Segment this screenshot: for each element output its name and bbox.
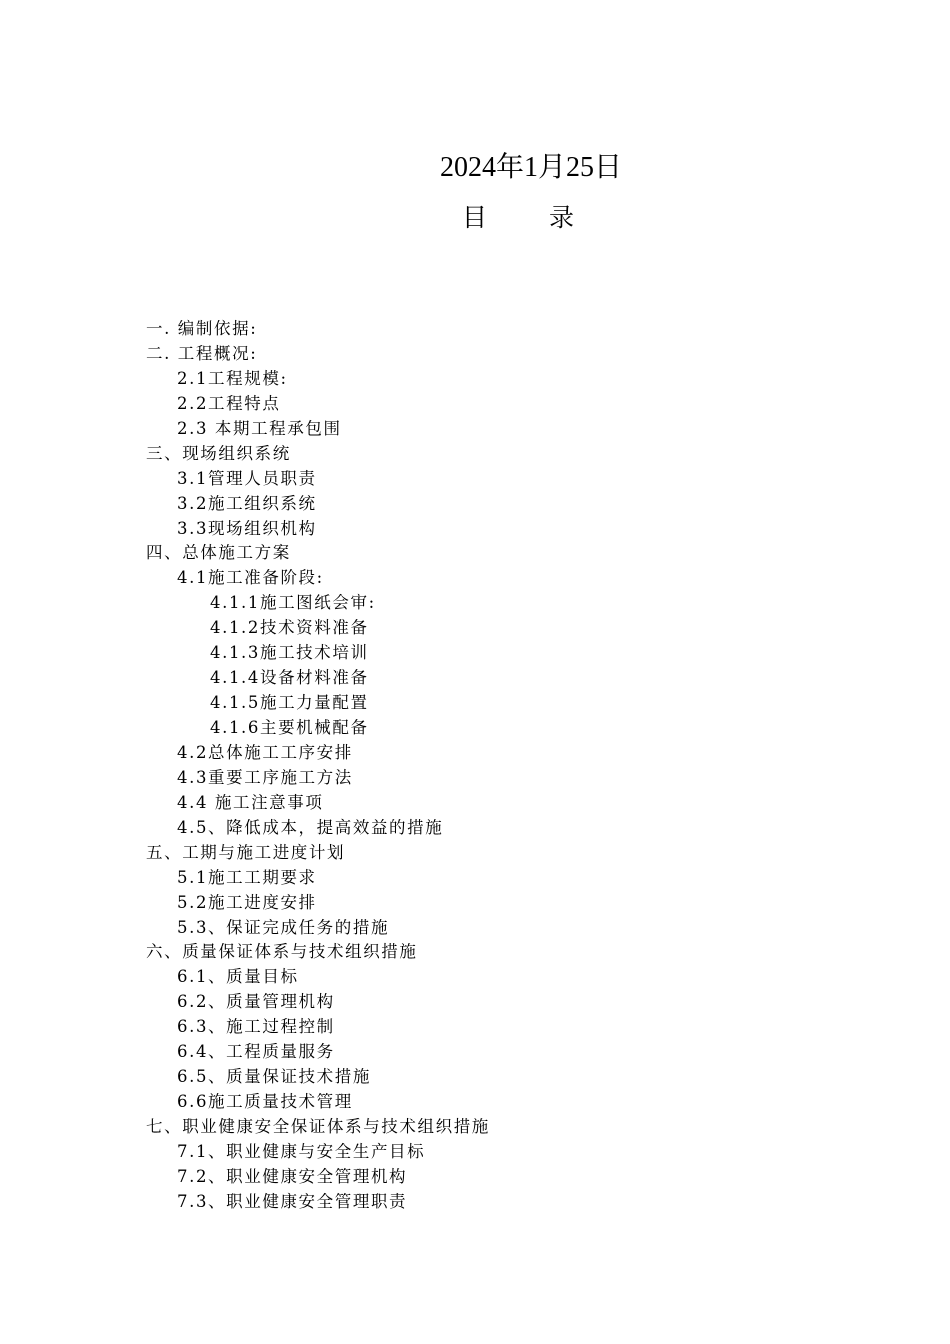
toc-entry-2-3: 2.3 本期工程承包围 bbox=[177, 418, 342, 438]
toc-entry-7-3: 7.3、职业健康安全管理职责 bbox=[177, 1191, 408, 1211]
toc-entry-6-4: 6.4、工程质量服务 bbox=[177, 1042, 335, 1062]
toc-entry-6-5: 6.5、质量保证技术措施 bbox=[177, 1067, 371, 1087]
toc-entry-2-2: 2.2工程特点 bbox=[177, 393, 281, 413]
toc-heading bbox=[462, 200, 574, 236]
toc-entry-7-1: 7.1、职业健康与安全生产目标 bbox=[177, 1141, 426, 1161]
toc-entry-5-1: 5.1施工工期要求 bbox=[177, 867, 317, 887]
toc-entry-4-2: 4.2总体施工工序安排 bbox=[177, 742, 353, 762]
toc-entry-4-1-2: 4.1.2技术资料准备 bbox=[210, 618, 369, 638]
toc-entry-6-1: 6.1、质量目标 bbox=[177, 967, 299, 987]
toc-entry-3-2: 3.2施工组织系统 bbox=[177, 493, 317, 513]
toc-entry-6-2: 6.2、质量管理机构 bbox=[177, 992, 335, 1012]
toc-heading-char: 录 bbox=[549, 203, 575, 232]
toc-entry-5-2: 5.2施工进度安排 bbox=[177, 892, 317, 912]
toc-entry-2-1: 2.1工程规模: bbox=[177, 368, 288, 388]
toc-entry-4-4: 4.4 施工注意事项 bbox=[177, 792, 324, 812]
toc-entry-7-2: 7.2、职业健康安全管理机构 bbox=[177, 1166, 408, 1186]
toc-entry-6-6: 6.6施工质量技术管理 bbox=[177, 1092, 353, 1112]
toc-entry-section-4: 四、总体施工方案 bbox=[146, 543, 291, 563]
document-date: 2024年1月25日 bbox=[440, 152, 623, 183]
toc-entry-3-3: 3.3现场组织机构 bbox=[177, 518, 317, 538]
toc-entry-4-3: 4.3重要工序施工方法 bbox=[177, 767, 353, 787]
toc-entry-4-1-4: 4.1.4设备材料准备 bbox=[210, 668, 369, 688]
toc-entry-4-1: 4.1施工准备阶段: bbox=[177, 568, 324, 588]
toc-entry-section-6: 六、质量保证体系与技术组织措施 bbox=[146, 942, 418, 962]
toc-entry-section-7: 七、职业健康安全保证体系与技术组织措施 bbox=[146, 1117, 490, 1136]
toc-entry-section-3: 三、现场组织系统 bbox=[146, 443, 291, 463]
table-of-contents bbox=[0, 317, 950, 1215]
toc-heading-char: 目 bbox=[462, 203, 488, 232]
toc-entry-5-3: 5.3、保证完成任务的措施 bbox=[177, 917, 390, 937]
toc-entry-3-1: 3.1管理人员职责 bbox=[177, 468, 317, 488]
toc-entry-section-5: 五、工期与施工进度计划 bbox=[146, 842, 346, 862]
toc-entry-4-1-5: 4.1.5施工力量配置 bbox=[210, 693, 369, 713]
toc-entry-6-3: 6.3、施工过程控制 bbox=[177, 1017, 335, 1037]
toc-entry-4-1-6: 4.1.6主要机械配备 bbox=[210, 718, 369, 737]
toc-entry-4-5: 4.5、降低成本，提高效益的措施 bbox=[177, 817, 444, 837]
toc-entry-4-1-3: 4.1.3施工技术培训 bbox=[210, 643, 369, 663]
toc-entry-section-1: 一. 编制依据: bbox=[146, 319, 258, 338]
toc-entry-section-2: 二. 工程概况: bbox=[146, 343, 258, 363]
toc-entry-4-1-1: 4.1.1施工图纸会审: bbox=[210, 593, 376, 613]
